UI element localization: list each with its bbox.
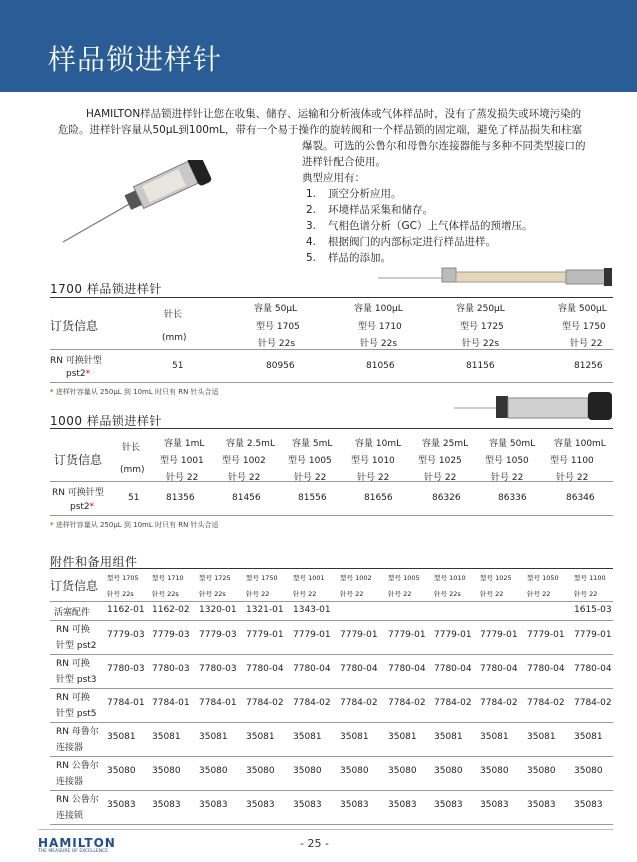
part-number: 35081	[293, 732, 322, 742]
gauge-label: 针号 22	[574, 590, 598, 598]
part-number: 7779-03	[107, 630, 145, 640]
part-number: 7784-01	[152, 698, 190, 708]
list-item: 3. 气相色谱分析（GC）上气体样品的预增压。	[306, 220, 533, 232]
intro-line: 爆裂。可选的公鲁尔和母鲁尔连接器能与多种不同类型接口的	[302, 140, 586, 152]
gauge-label: 针号 22	[556, 473, 589, 483]
model-label: 型号 1050	[527, 574, 559, 582]
part-number: 35080	[152, 766, 181, 776]
model-label: 型号 1725	[460, 322, 504, 332]
gauge-label: 针号 22	[388, 590, 412, 598]
part-number: 35080	[434, 766, 463, 776]
syringe-image-large	[55, 160, 215, 250]
capacity-label: 容量 250μL	[456, 304, 505, 314]
hamilton-tagline: THE MEASURE OF EXCELLENCE	[38, 849, 109, 854]
part-number: 35081	[152, 732, 181, 742]
part-number: 7780-03	[199, 664, 237, 674]
part-number: 35083	[388, 800, 417, 810]
part-number: 7780-04	[293, 664, 331, 674]
part-number: 7784-02	[480, 698, 518, 708]
model-label: 型号 1025	[418, 456, 462, 466]
row-label: 针型 pst2	[56, 641, 97, 651]
footnote: * 进样针容量从 250μL 到 10mL 时只有 RN 针头合适	[50, 388, 219, 396]
model-label: 型号 1705	[107, 574, 139, 582]
unit-label: (mm)	[162, 333, 187, 343]
section-title-1000: 1000 样品锁进样针	[50, 414, 162, 428]
model-label: 型号 1050	[485, 456, 529, 466]
part-number: 7779-03	[152, 630, 190, 640]
model-label: 型号 1710	[358, 322, 402, 332]
gauge-label: 针号 22s	[199, 590, 226, 598]
row-label: RN 可换	[56, 659, 90, 669]
part-number: 7779-01	[293, 630, 331, 640]
order-info-label: 订货信息	[50, 579, 99, 593]
capacity-label: 容量 50μL	[254, 304, 298, 314]
row-label: RN 公鲁尔	[56, 761, 99, 771]
part-number: 35083	[434, 800, 463, 810]
capacity-label: 容量 500μL	[558, 304, 607, 314]
needle-length-value: 51	[128, 493, 140, 503]
part-number: 35081	[246, 732, 275, 742]
intro-line: HAMILTON样品锁进样针让您在收集、储存、运输和分析液体或气体样品时，没有了蒸发损失或环境污染的	[86, 108, 582, 120]
gauge-label: 针号 22	[166, 473, 199, 483]
capacity-label: 容量 100μL	[354, 304, 403, 314]
gauge-label: 针号 22s	[107, 590, 134, 598]
divider	[50, 382, 613, 383]
part-number: 7779-03	[199, 630, 237, 640]
part-number: 1162-01	[107, 605, 145, 615]
divider	[50, 824, 613, 825]
part-number: 35083	[480, 800, 509, 810]
row-label: RN 公鲁尔	[56, 795, 99, 805]
part-number: 35080	[574, 766, 603, 776]
unit-label: (mm)	[120, 465, 145, 475]
gauge-label: 针号 22s	[360, 339, 398, 349]
model-label: 型号 1025	[480, 574, 512, 582]
row-label: 连接器	[56, 777, 84, 787]
part-number: 7780-03	[152, 664, 190, 674]
model-label: 型号 1100	[574, 574, 606, 582]
capacity-label: 容量 1mL	[164, 439, 205, 449]
part-number: 35083	[293, 800, 322, 810]
row-label: pst2*	[70, 502, 95, 512]
page-number: - 25 -	[300, 837, 329, 850]
part-number: 86346	[566, 493, 595, 503]
part-number: 7784-02	[246, 698, 284, 708]
part-number: 35081	[199, 732, 228, 742]
gauge-label: 针号 22	[228, 473, 261, 483]
section-title-1700: 1700 样品锁进样针	[50, 282, 162, 296]
intro-line: 危险。进样针容量从50μL到100mL，带有一个易于操作的旋转阀和一个样品锁的固定端，避免了样品损失和柱塞	[58, 124, 583, 136]
model-label: 型号 1002	[340, 574, 372, 582]
hamilton-logo: HAMILTON	[38, 836, 116, 850]
syringe-image-1000	[452, 388, 617, 424]
list-item: 1. 顶空分析应用。	[306, 188, 402, 200]
part-number: 7784-02	[434, 698, 472, 708]
row-label: 针型 pst3	[56, 675, 97, 685]
gauge-label: 针号 22	[527, 590, 551, 598]
divider	[50, 428, 613, 429]
part-number: 81456	[232, 493, 261, 503]
part-number: 35081	[480, 732, 509, 742]
part-number: 35083	[527, 800, 556, 810]
gauge-label: 针号 22	[491, 473, 524, 483]
intro-line: 进样针配合使用。	[302, 156, 386, 168]
divider	[50, 515, 613, 516]
gauge-label: 针号 22	[293, 590, 317, 598]
divider	[50, 349, 613, 350]
part-number: 7784-02	[388, 698, 426, 708]
part-number: 7779-01	[527, 630, 565, 640]
part-number: 35083	[199, 800, 228, 810]
divider	[50, 688, 613, 689]
model-label: 型号 1005	[288, 456, 332, 466]
divider	[50, 601, 613, 602]
part-number: 35081	[527, 732, 556, 742]
model-label: 型号 1725	[199, 574, 231, 582]
model-label: 型号 1002	[222, 456, 266, 466]
part-number: 35081	[388, 732, 417, 742]
part-number: 35080	[107, 766, 136, 776]
model-label: 型号 1001	[293, 574, 325, 582]
gauge-label: 针号 22	[246, 590, 270, 598]
needle-length-value: 51	[172, 361, 184, 371]
list-item: 5. 样品的添加。	[306, 252, 391, 264]
model-label: 型号 1710	[152, 574, 184, 582]
part-number: 35083	[340, 800, 369, 810]
row-label: RN 可换	[56, 693, 90, 703]
model-label: 型号 1750	[562, 322, 606, 332]
row-label: RN 母鲁尔	[56, 727, 99, 737]
row-label: pst2*	[66, 369, 91, 379]
gauge-label: 针号 22	[570, 339, 603, 349]
gauge-label: 针号 22s	[434, 590, 461, 598]
part-number: 35080	[340, 766, 369, 776]
part-number: 7780-03	[107, 664, 145, 674]
section-title-accessories: 附件和备用组件	[50, 555, 138, 569]
model-label: 型号 1005	[388, 574, 420, 582]
capacity-label: 容量 25mL	[422, 439, 469, 449]
divider	[50, 756, 613, 757]
capacity-label: 容量 5mL	[292, 439, 333, 449]
capacity-label: 容量 2.5mL	[226, 439, 275, 449]
intro-text	[58, 106, 618, 138]
part-number: 35083	[107, 800, 136, 810]
syringe-image-1700	[376, 262, 616, 288]
intro-continued	[302, 138, 622, 186]
part-number: 35081	[574, 732, 603, 742]
model-label: 型号 1010	[434, 574, 466, 582]
part-number: 7779-01	[246, 630, 284, 640]
model-label: 型号 1001	[160, 456, 204, 466]
part-number: 81056	[366, 361, 395, 371]
row-label: RN 可换	[56, 625, 90, 635]
part-number: 35080	[388, 766, 417, 776]
part-number: 35081	[340, 732, 369, 742]
divider	[50, 722, 613, 723]
part-number: 1162-02	[152, 605, 190, 615]
part-number: 7780-04	[340, 664, 378, 674]
gauge-label: 针号 22s	[462, 339, 500, 349]
part-number: 80956	[266, 361, 295, 371]
part-number: 7779-01	[434, 630, 472, 640]
part-number: 7780-04	[434, 664, 472, 674]
part-number: 35083	[152, 800, 181, 810]
part-number: 7780-04	[527, 664, 565, 674]
part-number: 7784-02	[527, 698, 565, 708]
needle-length-label: 针长	[164, 310, 183, 320]
gauge-label: 针号 22	[294, 473, 327, 483]
part-number: 35081	[434, 732, 463, 742]
footer-divider	[38, 829, 613, 830]
part-number: 7780-04	[480, 664, 518, 674]
page-title: 样品锁进样针	[48, 43, 223, 76]
part-number: 81356	[166, 493, 195, 503]
footnote: * 进样针容量从 250μL 到 10mL 时只有 RN 针头合适	[50, 521, 219, 529]
part-number: 86326	[432, 493, 461, 503]
part-number: 81656	[364, 493, 393, 503]
model-label: 型号 1010	[351, 456, 395, 466]
capacity-label: 容量 100mL	[554, 439, 606, 449]
part-number: 35080	[293, 766, 322, 776]
part-number: 1343-01	[293, 605, 331, 615]
gauge-label: 针号 22	[424, 473, 457, 483]
applications-list	[302, 186, 622, 266]
needle-length-label: 针长	[122, 443, 141, 453]
part-number: 35083	[246, 800, 275, 810]
part-number: 1320-01	[199, 605, 237, 615]
row-label: 连接器	[56, 743, 84, 753]
part-number: 7784-01	[107, 698, 145, 708]
gauge-label: 针号 22s	[152, 590, 179, 598]
part-number: 35080	[246, 766, 275, 776]
model-label: 型号 1705	[256, 322, 300, 332]
divider	[50, 568, 613, 569]
part-number: 35080	[480, 766, 509, 776]
divider	[50, 790, 613, 791]
order-info-label: 订货信息	[54, 453, 103, 467]
part-number: 81156	[466, 361, 495, 371]
part-number: 7779-01	[388, 630, 426, 640]
list-item: 2. 环境样品采集和储存。	[306, 204, 433, 216]
gauge-label: 针号 22	[340, 590, 364, 598]
part-number: 7780-04	[246, 664, 284, 674]
model-label: 型号 1100	[550, 456, 594, 466]
part-number: 7784-02	[574, 698, 612, 708]
divider	[50, 620, 613, 621]
part-number: 86336	[498, 493, 527, 503]
part-number: 81556	[298, 493, 327, 503]
part-number: 1321-01	[246, 605, 284, 615]
part-number: 7784-02	[340, 698, 378, 708]
divider	[50, 654, 613, 655]
part-number: 35080	[527, 766, 556, 776]
part-number: 35081	[107, 732, 136, 742]
gauge-label: 针号 22	[357, 473, 390, 483]
part-number: 7779-01	[340, 630, 378, 640]
row-label: RN 可换针型	[52, 488, 104, 498]
divider	[50, 297, 613, 298]
part-number: 81256	[574, 361, 603, 371]
part-number: 7779-01	[574, 630, 612, 640]
gauge-label: 针号 22	[480, 590, 504, 598]
part-number: 7784-01	[199, 698, 237, 708]
part-number: 35083	[574, 800, 603, 810]
list-item: 4. 根据阀门的内部标定进行样品进样。	[306, 236, 496, 248]
part-number: 1615-03	[574, 605, 612, 615]
page-header	[0, 0, 637, 92]
capacity-label: 容量 10mL	[355, 439, 402, 449]
row-label: 针型 pst5	[56, 709, 97, 719]
part-number: 7780-04	[574, 664, 612, 674]
order-info-label: 订货信息	[50, 319, 99, 333]
part-number: 7780-04	[388, 664, 426, 674]
capacity-label: 容量 50mL	[489, 439, 536, 449]
part-number: 7779-01	[480, 630, 518, 640]
part-number: 7784-02	[293, 698, 331, 708]
row-label: 连接锁	[56, 811, 84, 821]
gauge-label: 针号 22s	[258, 339, 296, 349]
model-label: 型号 1750	[246, 574, 278, 582]
row-label: 活塞配件	[54, 608, 91, 618]
row-label: RN 可换针型	[50, 356, 102, 366]
part-number: 35080	[199, 766, 228, 776]
divider	[50, 481, 613, 482]
applications-heading: 典型应用有：	[302, 172, 365, 184]
